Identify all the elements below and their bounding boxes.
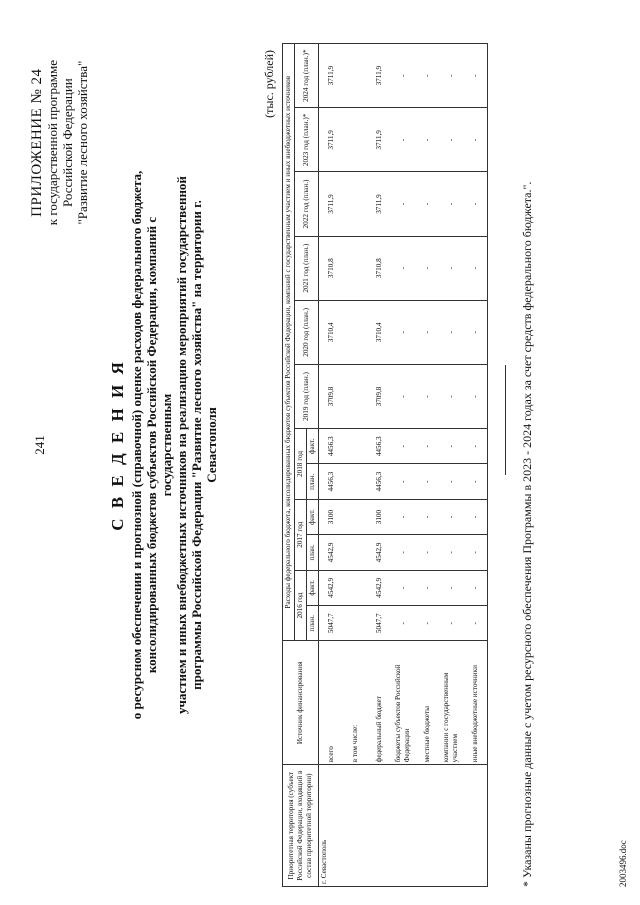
- value-cell: [343, 606, 367, 641]
- value-cell: [343, 499, 367, 534]
- table-row: [343, 44, 367, 887]
- territory-cell: г. Севастополь: [319, 765, 488, 887]
- value-cell: -: [391, 300, 415, 364]
- footnote-separator: [505, 365, 506, 475]
- value-cell: -: [415, 464, 439, 499]
- value-cell: -: [463, 300, 488, 364]
- value-cell: -: [439, 364, 463, 428]
- header-fact-2018: факт.: [307, 429, 319, 464]
- value-cell: -: [463, 429, 488, 464]
- value-cell: -: [391, 108, 415, 172]
- page-number: 241: [32, 435, 47, 455]
- value-cell: 4542,9: [367, 570, 391, 605]
- header-2023: 2023 год (план.)*: [295, 108, 319, 172]
- value-cell: -: [439, 429, 463, 464]
- value-cell: [343, 570, 367, 605]
- header-plan-2018: план.: [307, 464, 319, 499]
- value-cell: -: [415, 44, 439, 108]
- appendix-header: [30, 60, 90, 225]
- value-cell: [343, 464, 367, 499]
- source-cell: федеральный бюджет: [367, 641, 391, 765]
- table-row: [367, 44, 391, 887]
- header-expenses-group: Расходы федерального бюджета, консолидированных бюджетов субъектов Российской Федерации, компаний с государственным участием и иных внебюджетных источников: [283, 44, 295, 641]
- value-cell: -: [439, 464, 463, 499]
- value-cell: 5047,7: [319, 606, 344, 641]
- value-cell: -: [439, 499, 463, 534]
- document-title: [110, 165, 219, 725]
- header-2024: 2024 год (план.)*: [295, 44, 319, 108]
- value-cell: [343, 108, 367, 172]
- value-cell: [343, 429, 367, 464]
- value-cell: 3100: [319, 499, 344, 534]
- value-cell: -: [463, 108, 488, 172]
- value-cell: -: [391, 464, 415, 499]
- value-cell: -: [415, 535, 439, 570]
- value-cell: 3711,9: [319, 172, 344, 236]
- value-cell: -: [463, 364, 488, 428]
- value-cell: 3100: [367, 499, 391, 534]
- value-cell: [343, 172, 367, 236]
- value-cell: -: [391, 429, 415, 464]
- value-cell: -: [439, 570, 463, 605]
- value-cell: -: [463, 172, 488, 236]
- value-cell: -: [391, 535, 415, 570]
- value-cell: 3709,8: [367, 364, 391, 428]
- header-territory: Приоритетная территория (субъект Российской Федерации, входящий в состав приоритетной территории): [283, 765, 319, 887]
- value-cell: -: [463, 570, 488, 605]
- footnote: * Указаны прогнозные данные с учетом ресурсного обеспечения Программы в 2023 - 2024 годах за счет средств федерального бюджета.".: [520, 181, 534, 887]
- value-cell: 3711,9: [367, 44, 391, 108]
- value-cell: [343, 44, 367, 108]
- value-cell: -: [415, 172, 439, 236]
- value-cell: -: [439, 535, 463, 570]
- value-cell: -: [391, 499, 415, 534]
- value-cell: -: [439, 172, 463, 236]
- value-cell: 4456,3: [319, 464, 344, 499]
- title-line-3: участием и иных внебюджетных источников на реализацию мероприятий государственной: [174, 176, 189, 714]
- value-cell: -: [439, 108, 463, 172]
- value-cell: [343, 535, 367, 570]
- units-label: (тыс. рублей): [262, 50, 276, 118]
- appendix-line-2: Российской Федерации: [60, 78, 75, 207]
- value-cell: -: [463, 236, 488, 300]
- value-cell: -: [391, 236, 415, 300]
- value-cell: -: [463, 499, 488, 534]
- title-line-2: консолидированных бюджетов субъектов Российской Федерации, компаний с государственным: [144, 216, 174, 674]
- value-cell: -: [415, 236, 439, 300]
- value-cell: 3709,8: [319, 364, 344, 428]
- value-cell: -: [415, 108, 439, 172]
- header-2019: 2019 год (план.): [295, 364, 319, 428]
- value-cell: [343, 300, 367, 364]
- value-cell: -: [463, 44, 488, 108]
- value-cell: -: [415, 499, 439, 534]
- value-cell: 3711,9: [319, 44, 344, 108]
- header-2018: 2018 год: [295, 429, 307, 500]
- value-cell: 3711,9: [319, 108, 344, 172]
- value-cell: 3710,8: [367, 236, 391, 300]
- value-cell: 3711,9: [367, 172, 391, 236]
- title-line-4: программы Российской Федерации "Развитие лесного хозяйства" на территории г. Севастополя: [189, 200, 219, 690]
- title-line-1: о ресурсном обеспечении и прогнозной (справочной) оценке расходов федерального бюджета,: [129, 170, 144, 720]
- table-row: [463, 44, 488, 887]
- value-cell: 4456,3: [367, 429, 391, 464]
- header-2017: 2017 год: [295, 499, 307, 570]
- value-cell: 4542,9: [319, 570, 344, 605]
- source-cell: компании с государственным участием: [439, 641, 463, 765]
- header-2022: 2022 год (план.): [295, 172, 319, 236]
- value-cell: -: [463, 464, 488, 499]
- value-cell: 3710,8: [319, 236, 344, 300]
- value-cell: -: [391, 44, 415, 108]
- title-heading: С В Е Д Е Н И Я: [108, 359, 127, 531]
- value-cell: -: [415, 364, 439, 428]
- source-cell: в том числе:: [343, 641, 367, 765]
- appendix-line-3: "Развитие лесного хозяйства": [75, 60, 90, 225]
- appendix-number: ПРИЛОЖЕНИЕ № 24: [29, 68, 45, 217]
- value-cell: -: [439, 606, 463, 641]
- source-cell: местные бюджеты: [415, 641, 439, 765]
- value-cell: -: [463, 535, 488, 570]
- value-cell: -: [439, 44, 463, 108]
- value-cell: -: [415, 570, 439, 605]
- header-plan-2017: план.: [307, 535, 319, 570]
- header-source: Источник финансирования: [283, 641, 319, 765]
- document-id: 2003496.doc: [618, 840, 628, 887]
- value-cell: 4456,3: [367, 464, 391, 499]
- value-cell: 3710,4: [319, 300, 344, 364]
- value-cell: [343, 364, 367, 428]
- header-fact-2017: факт.: [307, 499, 319, 534]
- value-cell: -: [391, 606, 415, 641]
- source-cell: всего: [319, 641, 344, 765]
- value-cell: [343, 236, 367, 300]
- value-cell: -: [463, 606, 488, 641]
- table-row: [415, 44, 439, 887]
- value-cell: -: [391, 172, 415, 236]
- value-cell: 3711,9: [367, 108, 391, 172]
- value-cell: 4542,9: [319, 535, 344, 570]
- value-cell: 4456,3: [319, 429, 344, 464]
- source-cell: иные внебюджетные источники: [463, 641, 488, 765]
- value-cell: -: [415, 429, 439, 464]
- value-cell: -: [439, 300, 463, 364]
- header-plan-2016: план.: [307, 606, 319, 641]
- value-cell: -: [415, 606, 439, 641]
- value-cell: 3710,4: [367, 300, 391, 364]
- value-cell: -: [391, 570, 415, 605]
- table-row: [319, 44, 344, 887]
- source-cell: бюджеты субъектов Российской Федерации: [391, 641, 415, 765]
- header-fact-2016: факт.: [307, 570, 319, 605]
- resource-table: [282, 43, 488, 887]
- value-cell: 4542,9: [367, 535, 391, 570]
- table-body: [319, 44, 488, 887]
- value-cell: 5047,7: [367, 606, 391, 641]
- header-2016: 2016 год: [295, 570, 307, 641]
- appendix-line-1: к государственной программе: [45, 60, 60, 226]
- table-row: [439, 44, 463, 887]
- table-row: [391, 44, 415, 887]
- header-2020: 2020 год (план.): [295, 300, 319, 364]
- value-cell: -: [415, 300, 439, 364]
- header-2021: 2021 год (план.): [295, 236, 319, 300]
- value-cell: -: [439, 236, 463, 300]
- value-cell: -: [391, 364, 415, 428]
